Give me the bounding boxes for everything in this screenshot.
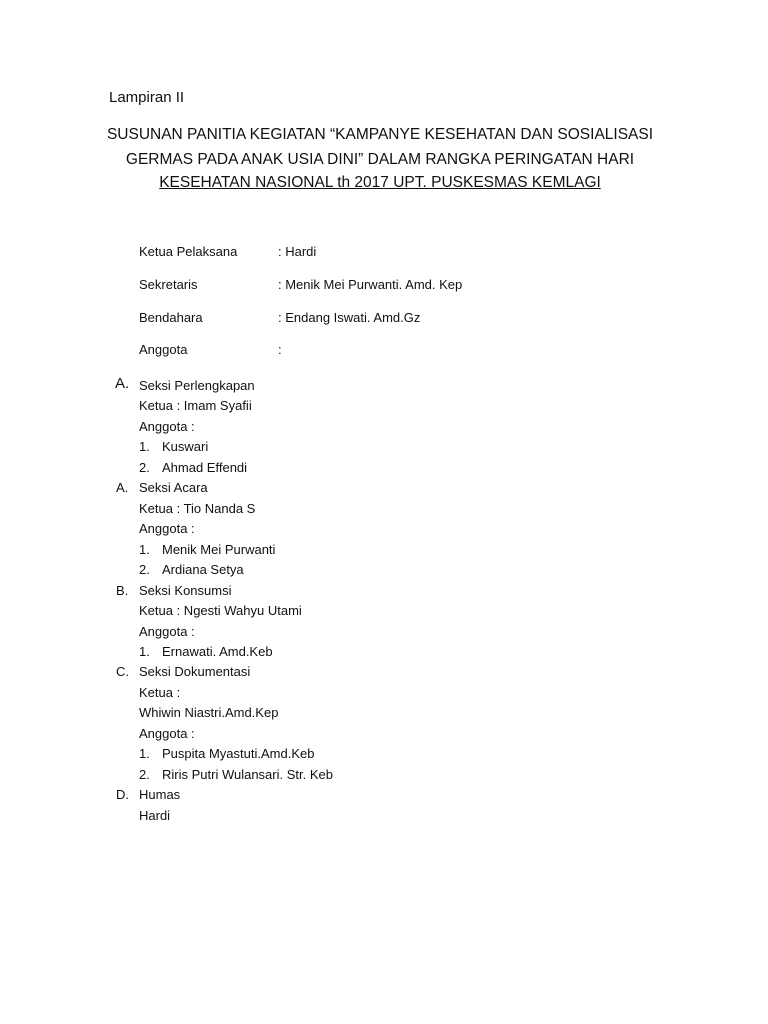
- section-chair-name: Hardi: [139, 808, 171, 823]
- section-title: Seksi Acara: [139, 480, 208, 495]
- section-chair: Ketua :: [139, 685, 181, 700]
- section-marker: C.: [116, 664, 129, 679]
- section-marker: A.: [116, 480, 129, 495]
- section-marker: B.: [116, 583, 129, 598]
- section-chair-name: Whiwin Niastri.Amd.Kep: [139, 705, 279, 720]
- member-number: 1.: [139, 746, 150, 761]
- officer-label: Bendahara: [139, 310, 203, 325]
- member-number: 2.: [139, 767, 150, 782]
- section-members-label: Anggota :: [139, 624, 195, 639]
- officer-value: : Endang Iswati. Amd.Gz: [278, 310, 421, 325]
- member-number: 1.: [139, 644, 150, 659]
- member-name: Kuswari: [162, 439, 209, 454]
- title-line-3: KESEHATAN NASIONAL th 2017 UPT. PUSKESMAS KEMLAGI: [159, 174, 601, 191]
- section-marker: A.: [115, 375, 130, 392]
- member-number: 1.: [139, 542, 150, 557]
- title-line-2: GERMAS PADA ANAK USIA DINI” DALAM RANGKA PERINGATAN HARI: [125, 151, 635, 168]
- member-number: 1.: [139, 439, 150, 454]
- officer-value: :: [278, 342, 282, 357]
- officer-row-secretary: [139, 276, 462, 294]
- officer-label: Sekretaris: [139, 277, 198, 292]
- officer-row-treasurer: [139, 309, 420, 327]
- officer-row-chair: [139, 243, 316, 261]
- title-line-1: SUSUNAN PANITIA KEGIATAN “KAMPANYE KESEHATAN DAN SOSIALISASI: [106, 126, 654, 143]
- section-members-label: Anggota :: [139, 521, 195, 536]
- section-chair: Ketua : Imam Syafii: [139, 398, 252, 413]
- section-title: Seksi Konsumsi: [139, 583, 232, 598]
- member-name: Menik Mei Purwanti: [162, 542, 276, 557]
- officer-value: : Hardi: [278, 244, 317, 259]
- member-name: Ahmad Effendi: [162, 460, 248, 475]
- section-marker: D.: [116, 787, 129, 802]
- member-number: 2.: [139, 460, 150, 475]
- officer-row-members: [139, 341, 282, 359]
- section-chair: Ketua : Tio Nanda S: [139, 501, 256, 516]
- member-number: 2.: [139, 562, 150, 577]
- member-name: Ernawati. Amd.Keb: [162, 644, 273, 659]
- section-members-label: Anggota :: [139, 726, 195, 741]
- member-name: Riris Putri Wulansari. Str. Keb: [162, 767, 333, 782]
- section-title: Humas: [139, 787, 181, 802]
- officer-label: Ketua Pelaksana: [139, 244, 238, 259]
- section-chair: Ketua : Ngesti Wahyu Utami: [139, 603, 302, 618]
- section-title: Seksi Dokumentasi: [139, 664, 251, 679]
- attachment-label: Lampiran II: [109, 89, 185, 106]
- section-members-label: Anggota :: [139, 419, 195, 434]
- member-name: Ardiana Setya: [162, 562, 244, 577]
- officer-label: Anggota: [139, 342, 188, 357]
- officer-value: : Menik Mei Purwanti. Amd. Kep: [278, 277, 463, 292]
- section-title: Seksi Perlengkapan: [139, 378, 255, 393]
- member-name: Puspita Myastuti.Amd.Keb: [162, 746, 315, 761]
